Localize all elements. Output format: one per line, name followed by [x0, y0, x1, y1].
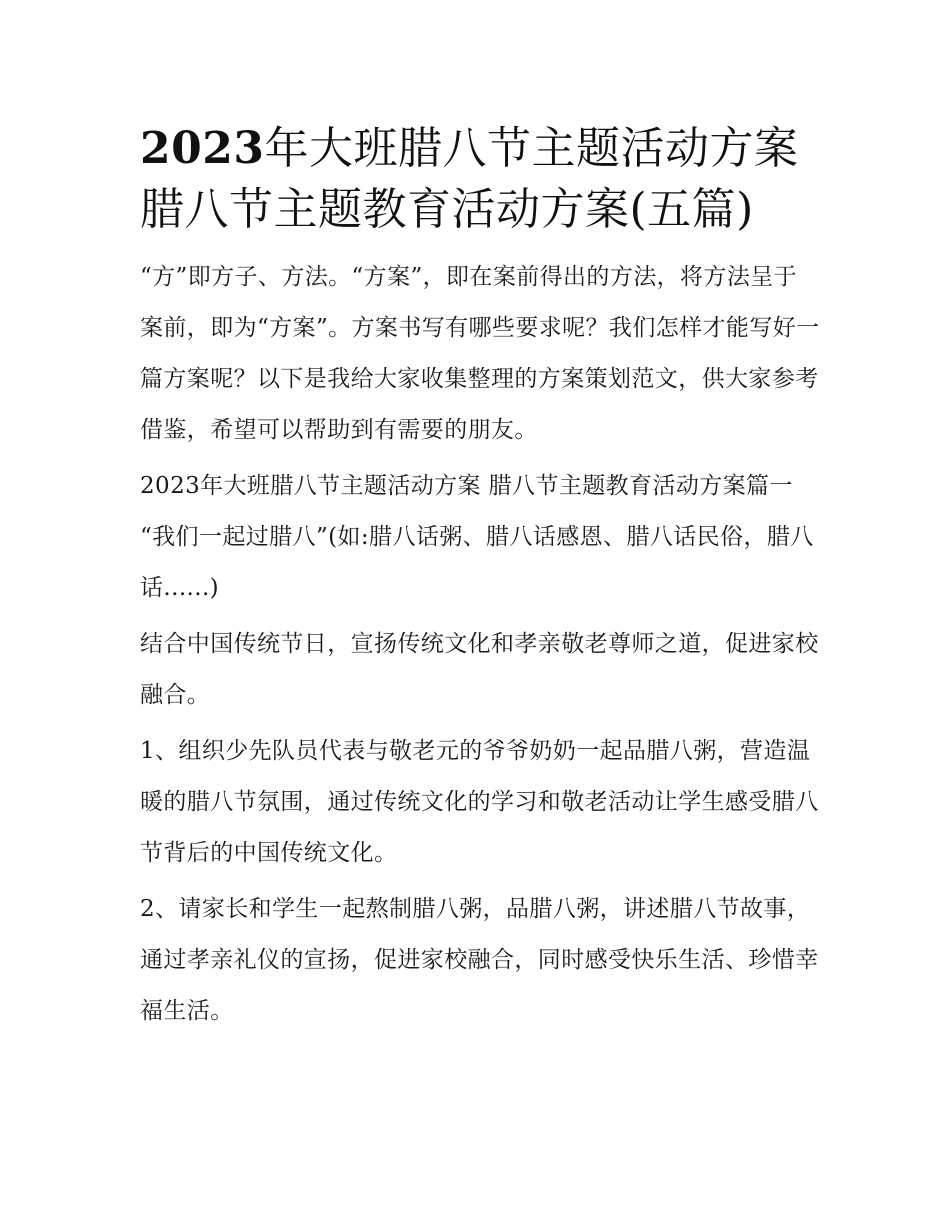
title-year: 2023 [140, 123, 265, 174]
document-title [140, 118, 820, 240]
document-body [140, 252, 820, 1037]
intro-paragraph: “方”即方子、方法。“方案”，即在案前得出的方法，将方法呈于案前，即为“方案”。方案书写有哪些要求呢？我们怎样才能写好一篇方案呢？以下是我给大家收集整理的方案策划范文，供大家参考借鉴，希望可以帮助到有需要的朋友。 [140, 264, 820, 443]
purpose-paragraph: 结合中国传统节日，宣扬传统文化和孝亲敬老尊师之道，促进家校融合。 [140, 631, 819, 708]
document-content [140, 118, 820, 1042]
activity-item-1: 1、组织少先队员代表与敬老元的爷爷奶奶一起品腊八粥，营造温暖的腊八节氛围，通过传统文化的学习和敬老活动让学生感受腊八节背后的中国传统文化。 [140, 738, 819, 866]
activity-item-2: 2、请家长和学生一起熬制腊八粥，品腊八粥，讲述腊八节故事，通过孝亲礼仪的宣扬，促进家校融合，同时感受快乐生活、珍惜幸福生活。 [140, 896, 819, 1024]
section-heading-paragraph: 2023年大班腊八节主题活动方案 腊八节主题教育活动方案篇一 “我们一起过腊八”(如:腊八话粥、腊八话感恩、腊八话民俗，腊八话......) [140, 473, 814, 601]
title-text: 年大班腊八节主题活动方案 腊八节主题教育活动方案(五篇) [140, 123, 799, 235]
